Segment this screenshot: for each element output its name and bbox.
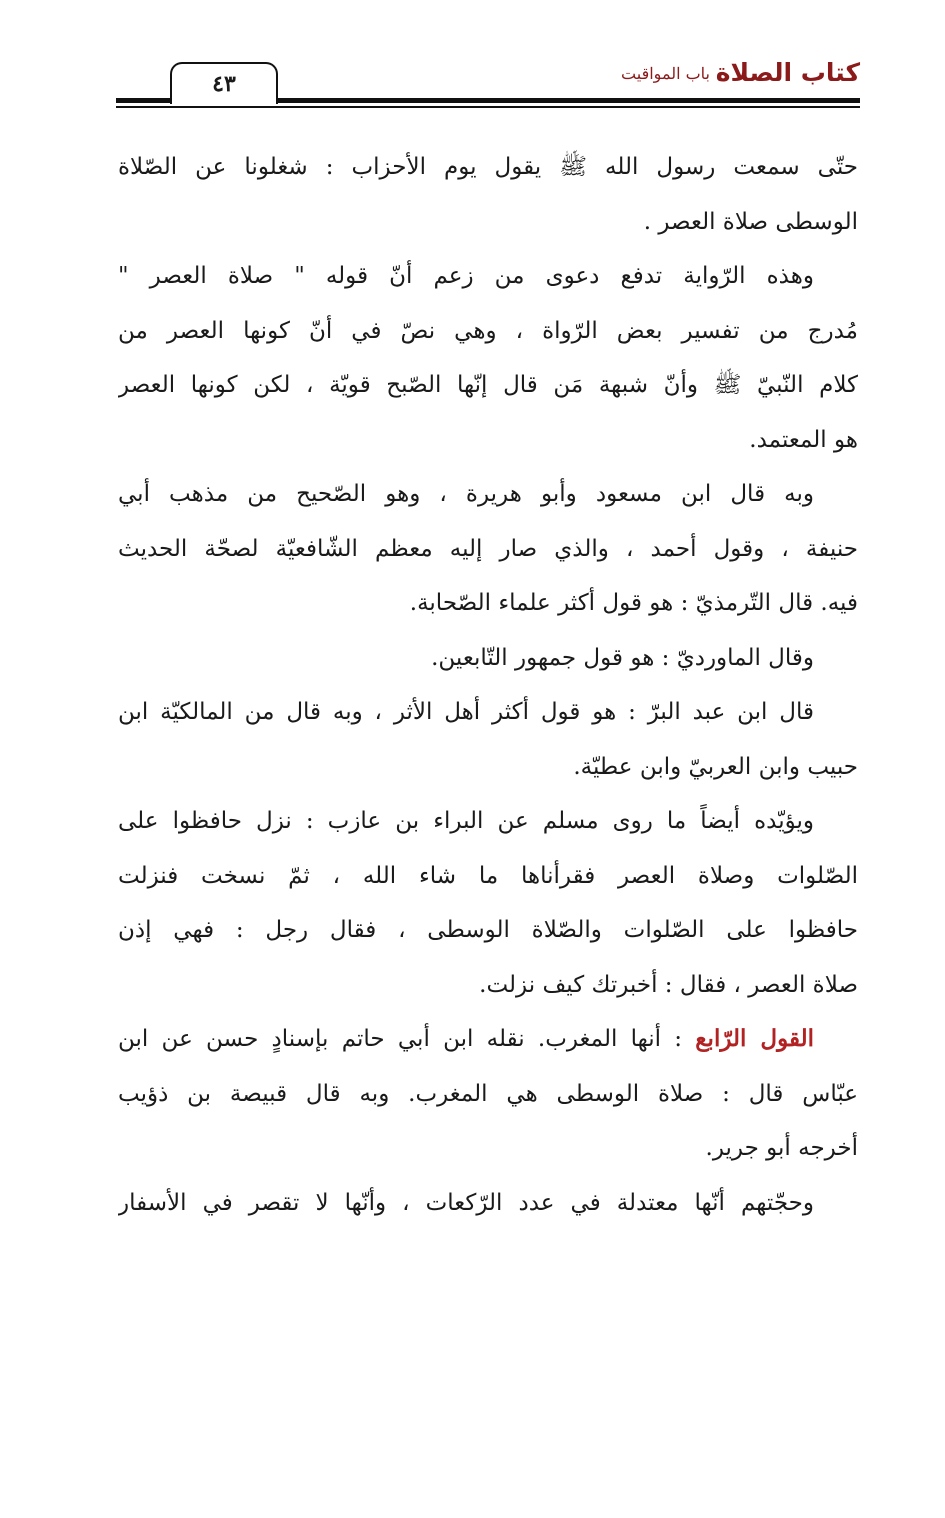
text-line: عبّاس قال : صلاة الوسطى هي المغرب. وبه قال قبيصة بن ذؤيب <box>118 1080 858 1107</box>
text-line: هو المعتمد. <box>749 426 858 453</box>
text-line: الصّلوات وصلاة العصر فقرأناها ما شاء الله ، ثمّ نسخت فنزلت <box>118 862 858 889</box>
text-line: كلام النّبيّ ﷺ وأنّ شبهة مَن قال إنّها الصّبح قويّة ، لكن كونها العصر <box>118 372 858 398</box>
text-line: وحجّتهم أنّها معتدلة في عدد الرّكعات ، وأنّها لا تقصر في الأسفار <box>118 1189 814 1216</box>
text-line: فيه. قال التّرمذيّ : هو قول أكثر علماء الصّحابة. <box>409 590 858 616</box>
heading-separator: : <box>661 1026 696 1052</box>
text-line: مُدرج من تفسير بعض الرّواة ، وهي نصّ في أنّ كونها العصر من <box>118 317 858 344</box>
header-rule-thin <box>116 106 860 108</box>
text-line: حنيفة ، وقول أحمد ، والذي صار إليه معظم الشّافعيّة لصحّة الحديث <box>118 535 858 562</box>
text-line: أخرجه أبو جرير. <box>705 1135 858 1161</box>
text-line: قال ابن عبد البرّ : هو قول أكثر أهل الأثر ، وبه قال من المالكيّة ابن <box>118 699 814 725</box>
page-number: ٤٣ <box>170 62 278 104</box>
text-line: وبه قال ابن مسعود وأبو هريرة ، وهو الصّحيح من مذهب أبي <box>118 481 814 507</box>
text-line: الوسطى صلاة العصر . <box>643 208 858 235</box>
text-line-with-heading <box>118 1012 858 1067</box>
text-line: أنها المغرب. نقله ابن أبي حاتم بإسنادٍ حسن عن ابن <box>118 1026 662 1052</box>
section-heading: القول الرّابع <box>695 1025 814 1052</box>
text-line: ويؤيّده أيضاً ما روى مسلم عن البراء بن عازب : نزل حافظوا على <box>118 808 814 834</box>
text-line: صلاة العصر ، فقال : أخبرتك كيف نزلت. <box>479 971 858 998</box>
page-body <box>118 140 858 1230</box>
chapter-title: باب المواقيت <box>621 64 710 83</box>
page-header <box>116 52 860 110</box>
text-line: وهذه الرّواية تدفع دعوى من زعم أنّ قوله " صلاة العصر " <box>118 263 814 289</box>
text-line: حافظوا على الصّلوات والصّلاة الوسطى ، فقال رجل : فهي إذن <box>118 917 858 943</box>
text-line: حبيب وابن العربيّ وابن عطيّة. <box>573 753 858 780</box>
text-line: وقال الماورديّ : هو قول جمهور التّابعين. <box>431 644 814 671</box>
text-line: حتّى سمعت رسول الله ﷺ يقول يوم الأحزاب : شغلونا عن الصّلاة <box>118 154 858 180</box>
book-title: كتاب الصلاة <box>715 58 860 87</box>
